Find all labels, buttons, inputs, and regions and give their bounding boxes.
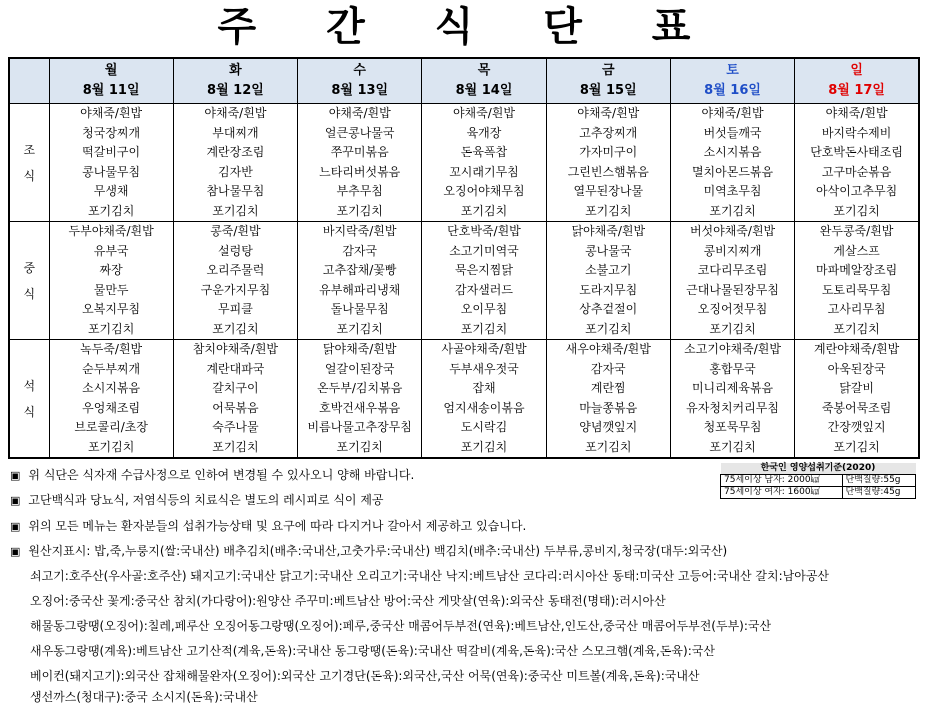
menu-cell [49, 104, 173, 222]
menu-item: 바지락수제비 [821, 125, 892, 140]
menu-item: 얼큰콩나물국 [324, 125, 395, 140]
menu-item: 코다리무조림 [697, 263, 768, 277]
menu-item: 느타리버섯볶음 [319, 164, 401, 179]
meal-row [9, 104, 919, 222]
menu-item: 포기김치 [212, 321, 259, 336]
menu-item: 설렁탕 [218, 243, 253, 258]
menu-item: 참나물무침 [206, 184, 265, 198]
menu-item: 포기김치 [833, 321, 880, 336]
menu-item: 포기김치 [336, 321, 383, 336]
menu-item: 돌나물무침 [330, 302, 389, 316]
menu-item: 도토리묵무침 [821, 282, 892, 297]
menu-cell [298, 340, 422, 459]
meal-label: 석 식 [9, 340, 49, 459]
weekly-menu-table [8, 57, 920, 459]
menu-item: 포기김치 [833, 439, 880, 454]
day-header-mon: 월 8월 11일 [49, 58, 173, 104]
menu-cell [546, 222, 670, 340]
menu-item: 오리주물럭 [206, 263, 265, 277]
nutrition-female-label: 75세이상 여자: 1600㎉ [721, 487, 843, 499]
menu-item: 도라지무침 [579, 282, 638, 297]
menu-item: 닭갈비 [839, 381, 874, 395]
menu-item: 포기김치 [212, 203, 259, 218]
menu-item: 오이무침 [460, 302, 508, 316]
menu-item: 콩나물국 [585, 243, 632, 258]
menu-item: 단호박죽/흰밥 [447, 224, 521, 238]
menu-item: 온두부/김치볶음 [317, 381, 403, 395]
menu-item: 두부야채죽/흰밥 [68, 224, 154, 238]
menu-cell [49, 340, 173, 459]
corner-cell [9, 58, 49, 104]
menu-item: 브로콜리/초장 [74, 420, 148, 434]
menu-cell [795, 222, 919, 340]
origin-line: 새우동그랑땡(계육):베트남산 고기산적(계육,돈육):국내산 동그랑땡(돈육):국내산 떡갈비(계육,돈육):국산 스모크햄(계육,돈육):국산 [30, 644, 715, 658]
bullet-icon: ▣ [10, 494, 21, 507]
nutrition-title: 한국인 영양섭취기준(2020) [721, 463, 916, 475]
menu-cell [795, 340, 919, 459]
meal-row [9, 222, 919, 340]
menu-cell [298, 104, 422, 222]
menu-item: 버섯들깨국 [703, 125, 762, 140]
menu-item: 포기김치 [709, 203, 756, 218]
menu-item: 포기김치 [87, 321, 135, 336]
menu-cell [173, 340, 297, 459]
menu-item: 포기김치 [585, 321, 632, 336]
menu-item: 갈치구이 [212, 381, 259, 395]
menu-item: 마파메알장조림 [816, 263, 898, 277]
menu-item: 부대찌개 [212, 125, 259, 140]
menu-item: 오징어젓무침 [697, 302, 768, 316]
menu-item: 돈육폭찹 [460, 145, 508, 159]
menu-item: 꼬시래기무침 [449, 164, 519, 179]
origin-line: 쇠고기:호주산(우사골:호주산) 돼지고기:국내산 닭고기:국내산 오리고기:국내산 낙지:베트남산 코다리:러시아산 동태:미국산 고등어:국내산 갈치:남아공산 [30, 569, 830, 583]
day-header-sun: 일 8월 17일 [795, 58, 919, 104]
menu-item: 야채죽/흰밥 [452, 106, 515, 120]
day-header-wed: 수 8월 13일 [298, 58, 422, 104]
day-header-sat: 토 8월 16일 [670, 58, 794, 104]
menu-item: 양념깻잎지 [579, 420, 638, 434]
menu-item: 콩비지찌개 [703, 243, 762, 258]
menu-item: 호박건새우볶음 [319, 400, 401, 415]
origin-line: 베이컨(돼지고기):외국산 잡채해물완자(오징어):외국산 고기경단(돈육):외국산,국산 어묵(연육):중국산 미트볼(계육,돈육):국내산 [30, 669, 700, 683]
meal-label: 조 식 [9, 104, 49, 222]
menu-item: 아삭이고추무침 [816, 184, 898, 198]
menu-item: 감자국 [590, 361, 626, 376]
menu-item: 완두콩죽/흰밥 [819, 224, 894, 238]
menu-item: 소고기미역국 [449, 243, 519, 258]
menu-item: 미역초무침 [703, 184, 762, 198]
menu-item: 유자청치커리무침 [686, 400, 779, 415]
menu-item: 상추겉절이 [579, 302, 638, 316]
menu-cell [422, 340, 546, 459]
origin-line: 오징어:중국산 꽃게:중국산 참치(가다랑어):원양산 주꾸미:베트남산 방어:국산 게맛살(연육):외국산 동태전(명태):러시아산 [30, 594, 666, 608]
menu-item: 도시락김 [460, 420, 508, 434]
menu-item: 그린빈스햄볶음 [567, 164, 649, 179]
menu-item: 소고기야채죽/흰밥 [684, 342, 781, 356]
menu-item: 버섯야채죽/흰밥 [689, 224, 776, 238]
menu-cell [795, 104, 919, 222]
menu-item: 고추잡채/꽃빵 [322, 263, 397, 277]
menu-item: 떡갈비구이 [82, 145, 141, 159]
bullet-icon: ▣ [10, 520, 21, 533]
menu-item: 포기김치 [336, 439, 383, 454]
day-header-thu: 목 8월 14일 [422, 58, 546, 104]
menu-item: 아욱된장국 [827, 361, 886, 376]
menu-item: 오복지무침 [82, 302, 141, 316]
nutrition-female-protein: 단백질량:45g [842, 487, 915, 499]
menu-item: 단호박돈사태조림 [810, 145, 903, 159]
menu-item: 소시지볶음 [82, 381, 141, 395]
menu-item: 근대나물된장무침 [686, 282, 779, 297]
menu-item: 녹두죽/흰밥 [80, 342, 143, 356]
nutrition-male-protein: 단백질량:55g [842, 475, 915, 487]
menu-item: 소시지볶음 [703, 145, 762, 159]
menu-item: 계란대파국 [206, 361, 265, 376]
menu-cell [670, 104, 794, 222]
menu-item: 물만두 [93, 282, 129, 297]
menu-item: 포기김치 [460, 203, 508, 218]
menu-item: 계란야채죽/흰밥 [813, 342, 900, 356]
menu-item: 야채죽/흰밥 [204, 106, 267, 120]
menu-item: 우엉채조림 [82, 400, 141, 415]
menu-item: 멸치아몬드볶음 [691, 164, 774, 179]
menu-item: 무피클 [218, 302, 253, 316]
note-3: ▣ 위의 모든 메뉴는 환자분들의 섭취가능상태 및 요구에 따라 다지거나 갈아서 제공하고 있습니다. [10, 519, 527, 533]
menu-item: 마늘쫑볶음 [579, 400, 638, 415]
nutrition-male-label: 75세이상 남자: 2000㎉ [721, 475, 843, 487]
day-header-tue: 화 8월 12일 [173, 58, 297, 104]
bullet-icon: ▣ [10, 545, 21, 558]
nutrition-standard-box [720, 463, 916, 499]
menu-cell [173, 222, 297, 340]
menu-item: 짜장 [99, 263, 123, 277]
menu-item: 유부국 [93, 243, 129, 258]
menu-item: 잡채 [472, 381, 496, 395]
menu-item: 감자샐러드 [455, 282, 513, 297]
menu-item: 숙주나물 [212, 420, 259, 434]
menu-item: 부추무침 [336, 184, 383, 198]
menu-cell [422, 222, 546, 340]
menu-item: 포기김치 [833, 203, 880, 218]
menu-item: 엄지새송이볶음 [443, 400, 525, 415]
menu-item: 야채죽/흰밥 [80, 106, 143, 120]
menu-item: 미니리제육볶음 [691, 381, 774, 395]
menu-item: 포기김치 [460, 439, 508, 454]
menu-item: 구운가지무침 [200, 282, 271, 297]
menu-item: 무생채 [93, 184, 129, 198]
menu-item: 유부해파리냉채 [319, 282, 401, 297]
menu-item: 순두부찌개 [82, 361, 141, 376]
menu-cell [670, 222, 794, 340]
menu-item: 포기김치 [460, 321, 508, 336]
origin-line: 해물동그랑땡(오징어):칠레,페루산 오징어동그랑땡(오징어):페루,중국산 매콤어두부전(연육):베트남산,인도산,중국산 매콤어두부전(두부):국산 [30, 619, 772, 633]
menu-item: 바지락죽/흰밥 [322, 224, 397, 238]
menu-item: 포기김치 [336, 203, 383, 218]
menu-item: 닭야채죽/흰밥 [571, 224, 646, 238]
bullet-icon: ▣ [10, 469, 21, 482]
menu-item: 청포묵무침 [703, 420, 762, 434]
menu-item: 고추장찌개 [579, 125, 638, 140]
menu-item: 포기김치 [585, 439, 632, 454]
day-header-row [9, 58, 919, 104]
page-title: 주 간 식 단 표 [217, 4, 719, 50]
menu-item: 감자국 [342, 243, 378, 258]
menu-item: 포기김치 [87, 203, 135, 218]
menu-cell [49, 222, 173, 340]
menu-item: 홍합무국 [709, 361, 756, 376]
menu-item: 묵은지찜닭 [455, 263, 513, 277]
menu-item: 포기김치 [709, 439, 756, 454]
meal-label: 중 식 [9, 222, 49, 340]
menu-cell [670, 340, 794, 459]
menu-item: 소불고기 [585, 263, 632, 277]
menu-item: 오징어야채무침 [443, 184, 525, 198]
menu-item: 포기김치 [585, 203, 632, 218]
menu-item: 비름나물고추장무침 [307, 420, 412, 434]
menu-cell [298, 222, 422, 340]
menu-item: 포기김치 [709, 321, 756, 336]
menu-item: 야채죽/흰밥 [825, 106, 888, 120]
menu-item: 가자미구이 [579, 145, 638, 159]
menu-cell [546, 340, 670, 459]
menu-item: 콩나물무침 [82, 164, 141, 179]
menu-item: 간장깻잎지 [827, 420, 886, 434]
menu-item: 죽봉어묵조림 [821, 400, 892, 415]
note-2: ▣ 고단백식과 당뇨식, 저염식등의 치료식은 별도의 레시피로 식이 제공 [10, 493, 384, 507]
day-header-fri: 금 8월 15일 [546, 58, 670, 104]
menu-item: 새우야채죽/흰밥 [565, 342, 651, 356]
menu-item: 포기김치 [212, 439, 259, 454]
menu-item: 닭야채죽/흰밥 [322, 342, 397, 356]
menu-item: 어묵볶음 [212, 400, 259, 415]
menu-cell [173, 104, 297, 222]
menu-item: 고사리무침 [827, 302, 886, 316]
menu-cell [546, 104, 670, 222]
origin-line: ▣ 원산지표시: 밥,죽,누룽지(쌀:국내산) 배추김치(배추:국내산,고춧가루:국내산) 백김치(배추:국내산) 두부류,콩비지,청국장(대두:외국산) [10, 544, 728, 558]
menu-item: 사골야채죽/흰밥 [441, 342, 527, 356]
menu-item: 얼갈이된장국 [324, 361, 395, 376]
menu-item: 야채죽/흰밥 [328, 106, 391, 120]
menu-item: 쭈꾸미볶음 [330, 145, 389, 159]
menu-item: 청국장찌개 [82, 125, 141, 140]
menu-item: 참치야채죽/흰밥 [192, 342, 279, 356]
menu-item: 두부새우젓국 [449, 361, 519, 376]
menu-item: 고구마순볶음 [821, 164, 892, 179]
origin-line: 생선까스(청대구):중국 소시지(돈육):국내산 [30, 690, 258, 704]
meal-row [9, 340, 919, 459]
menu-item: 야채죽/흰밥 [701, 106, 764, 120]
menu-item: 게살스프 [833, 243, 880, 258]
menu-item: 포기김치 [87, 439, 135, 454]
menu-item: 김자반 [218, 164, 253, 179]
menu-item: 열무된장나물 [573, 184, 644, 198]
menu-item: 육개장 [466, 125, 502, 140]
menu-item: 콩죽/흰밥 [210, 224, 261, 238]
menu-item: 계란찜 [590, 381, 626, 395]
menu-cell [422, 104, 546, 222]
note-1: ▣ 위 식단은 식자재 수급사정으로 인하여 변경될 수 있사오니 양해 바랍니다. [10, 468, 415, 482]
menu-item: 야채죽/흰밥 [577, 106, 640, 120]
menu-item: 계란장조림 [206, 145, 265, 159]
